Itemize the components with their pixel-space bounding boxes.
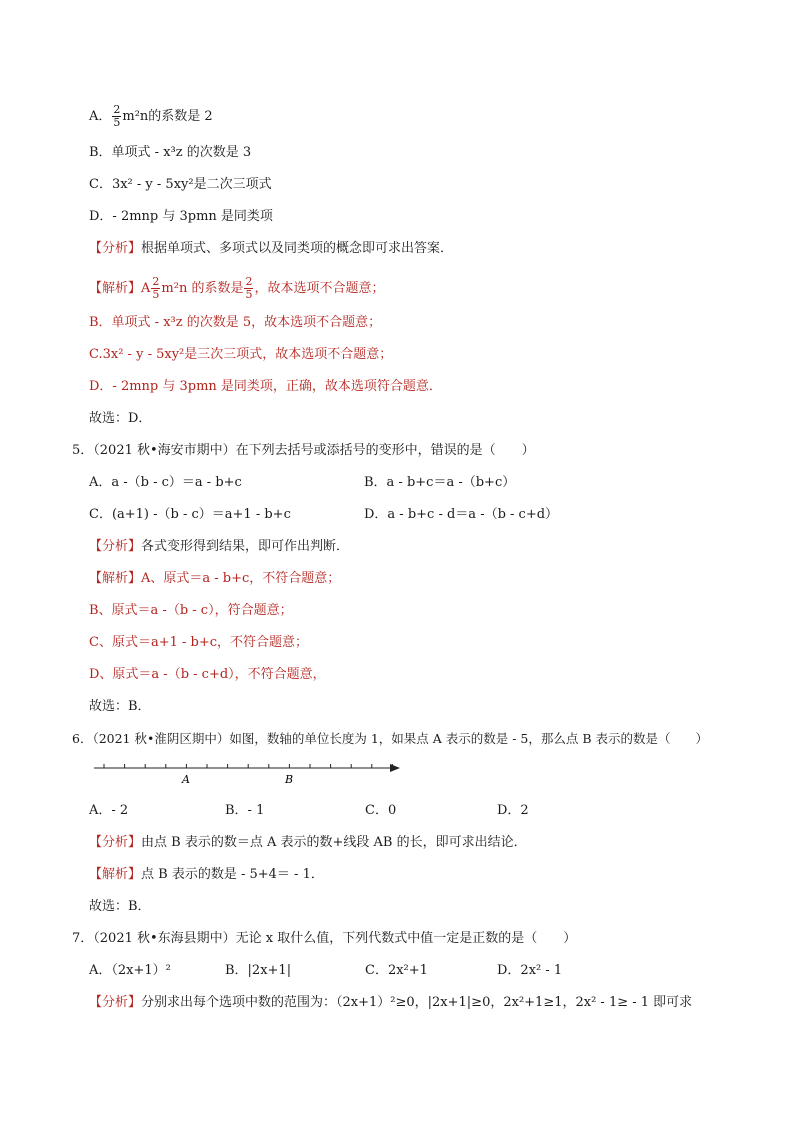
- q5-option-b: B．a - b+c＝a -（b+c）: [364, 475, 516, 490]
- q4-option-a: [89, 104, 213, 129]
- q6-analysis: [89, 834, 527, 852]
- q6-answer: 故选：B．: [89, 899, 151, 914]
- q6-solution: [89, 866, 324, 884]
- q6-option-c: C．0: [365, 803, 397, 818]
- q7-analysis: [89, 994, 692, 1012]
- q4-solution-d: D．- 2mnp 与 3pmn 是同类项，正确，故本选项符合题意．: [89, 379, 442, 394]
- number-line-ticks: [104, 764, 392, 768]
- fraction: [112, 104, 121, 129]
- fraction: [244, 276, 253, 301]
- point-b-label: B: [284, 773, 294, 786]
- solution-text: A、原式＝a - b+c，不符合题意；: [141, 571, 341, 586]
- number-line-figure: [90, 756, 410, 786]
- analysis-text: 各式变形得到结果，即可作出判断．: [141, 539, 350, 554]
- q6-option-a: A．- 2: [89, 803, 129, 818]
- q5-stem: 5．（2021 秋•海安市期中）在下列去括号或添括号的变形中，错误的是（ ）: [72, 443, 535, 458]
- analysis-text: 由点 B 表示的数＝点 A 表示的数+线段 AB 的长，即可求出结论．: [141, 835, 527, 850]
- q5-solution-d: D、原式＝a -（b - c+d），不符合题意，: [89, 667, 326, 682]
- point-a-label: A: [182, 773, 190, 786]
- q4-option-b: B．单项式 - x³z 的次数是 3: [89, 145, 252, 160]
- analysis-tag: 【分析】: [89, 995, 142, 1010]
- fraction: [151, 276, 160, 301]
- q5-solution-c: C、原式＝a+1 - b+c，不符合题意；: [89, 635, 309, 650]
- option-text: m²n的系数是 2: [122, 109, 213, 124]
- analysis-text: 分别求出每个选项中数的范围为：（2x+1）²≥0，|2x+1|≥0，2x²+1≥1，2x² - 1≥ - 1 即可求: [141, 995, 693, 1010]
- q5-option-a: A．a -（b - c）＝a - b+c: [89, 475, 242, 490]
- q7-option-d: D．2x² - 1: [497, 963, 563, 978]
- q5-answer: 故选：B．: [89, 699, 151, 714]
- q4-option-d: D．- 2mnp 与 3pmn 是同类项: [89, 209, 273, 224]
- fraction-numerator: 2: [113, 103, 121, 116]
- number-line-arrow: [390, 764, 400, 772]
- solution-tag: 【解析】: [89, 281, 142, 296]
- fraction-denominator: 5: [245, 288, 253, 301]
- q7-stem: 7．（2021 秋•东海县期中）无论 x 取什么值，下列代数式中值一定是正数的是（ ）: [72, 931, 577, 946]
- fraction-denominator: 5: [113, 116, 121, 129]
- q5-solution-a: [89, 570, 340, 588]
- analysis-tag: 【分析】: [89, 835, 142, 850]
- q4-analysis: [89, 240, 453, 258]
- solution-text: 点 B 表示的数是 - 5+4＝ - 1．: [141, 867, 324, 882]
- q7-option-b: B．|2x+1|: [225, 963, 292, 978]
- analysis-tag: 【分析】: [89, 241, 142, 256]
- option-label: A．: [89, 109, 112, 124]
- q4-option-c: C．3x² - y - 5xy²是二次三项式: [89, 177, 272, 192]
- q5-option-d: D．a - b+c - d＝a -（b - c+d）: [364, 507, 559, 522]
- q5-option-c: C．(a+1) -（b - c）＝a+1 - b+c: [89, 507, 291, 522]
- q7-option-a: A．（2x+1）²: [89, 963, 171, 978]
- fraction-numerator: 2: [152, 275, 160, 288]
- q6-option-b: B．- 1: [225, 803, 265, 818]
- q5-solution-b: B、原式＝a -（b - c），符合题意；: [89, 603, 293, 618]
- q5-analysis: [89, 538, 349, 556]
- q4-solution-c: C.3x² - y - 5xy²是三次三项式，故本选项不合题意；: [89, 347, 393, 362]
- analysis-tag: 【分析】: [89, 539, 142, 554]
- q4-solution-a: [89, 276, 384, 301]
- q6-option-d: D．2: [497, 803, 529, 818]
- analysis-text: 根据单项式、多项式以及同类项的概念即可求出答案．: [141, 241, 454, 256]
- q7-option-c: C．2x²+1: [365, 963, 428, 978]
- solution-option-letter: A: [141, 281, 151, 296]
- fraction-denominator: 5: [152, 288, 160, 301]
- fraction-numerator: 2: [245, 275, 253, 288]
- q4-answer: 故选：D．: [89, 411, 152, 426]
- solution-tag: 【解析】: [89, 867, 142, 882]
- q6-stem: 6．（2021 秋•淮阴区期中）如图，数轴的单位长度为 1，如果点 A 表示的数是 - 5，那么点 B 表示的数是（ ）: [72, 731, 709, 746]
- solution-text: ，故本选项不合题意；: [254, 281, 385, 296]
- solution-text: m²n 的系数是: [161, 281, 244, 296]
- solution-tag: 【解析】: [89, 571, 142, 586]
- q4-solution-b: B．单项式 - x³z 的次数是 5，故本选项不合题意；: [89, 315, 382, 330]
